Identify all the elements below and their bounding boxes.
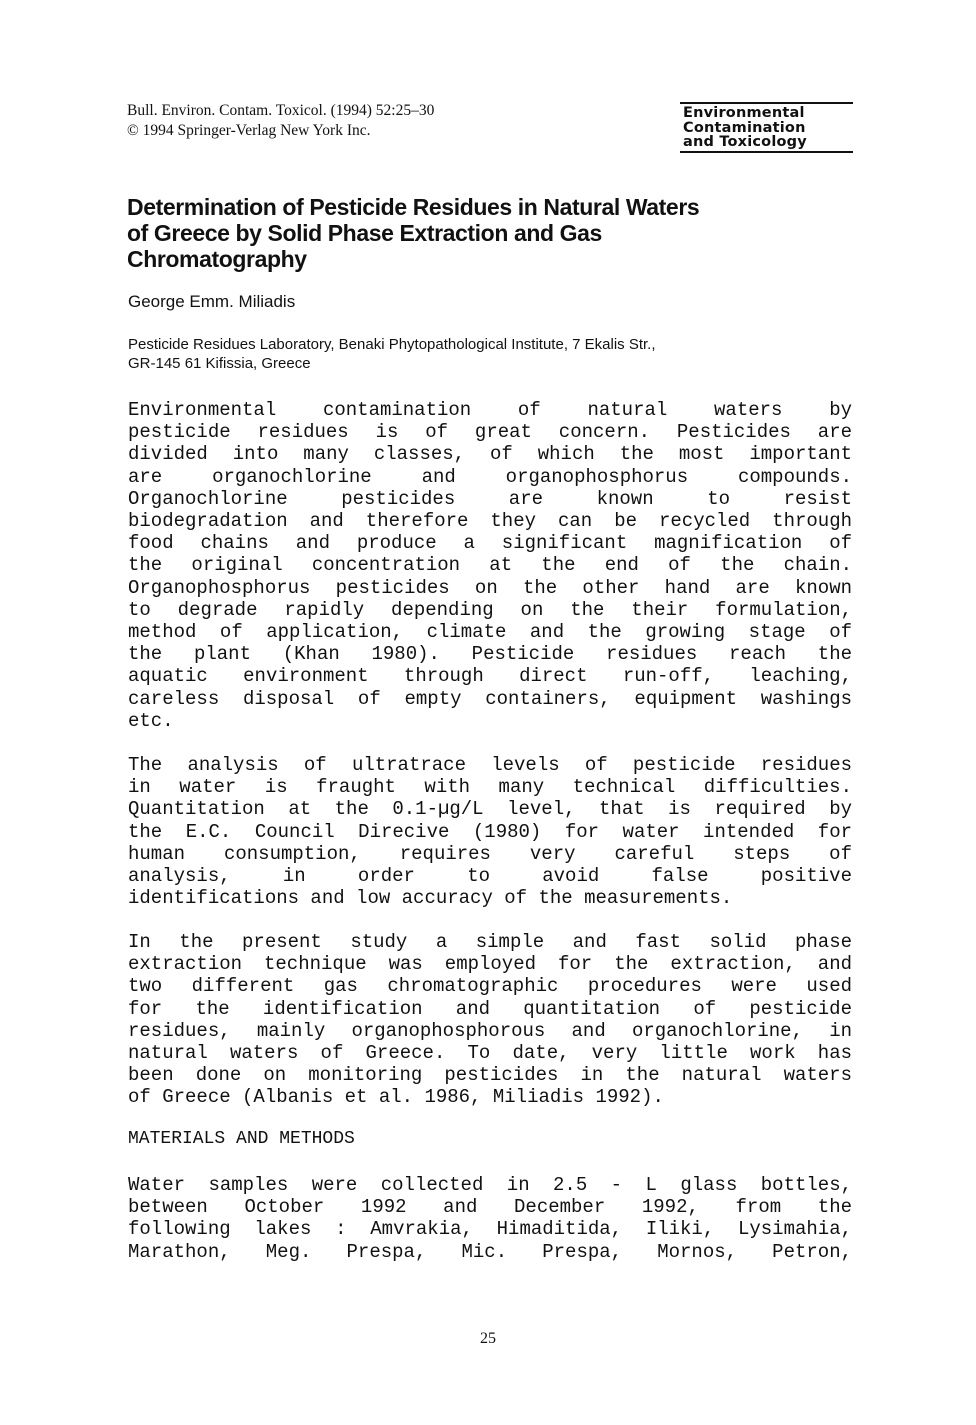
citation-line-1: Bull. Environ. Contam. Toxicol. (1994) 52:25–30 [127, 102, 435, 119]
text-line: method of application, climate and the growing stage of [128, 621, 852, 644]
affiliation-line-2: GR-145 61 Kifissia, Greece [128, 355, 311, 372]
text-line: two different gas chromatographic procedures were used [128, 975, 852, 998]
section-heading: MATERIALS AND METHODS [128, 1129, 355, 1149]
paragraph-1 [128, 399, 852, 732]
paragraph-4 [128, 1174, 852, 1263]
text-line: for the identification and quantitation of pesticide [128, 997, 852, 1020]
text-line: Organochlorine pesticides are known to resist [128, 487, 852, 510]
text-line: between October 1992 and December 1992, from the [128, 1196, 852, 1219]
title-line-1: Determination of Pesticide Residues in Natural Waters [127, 194, 700, 220]
text-line: human consumption, requires very careful steps of [128, 842, 852, 865]
text-line: following lakes : Amvrakia, Himaditida, Iliki, Lysimahia, [128, 1218, 852, 1241]
text-line: Marathon, Meg. Prespa, Mic. Prespa, Mornos, Petron, [128, 1240, 852, 1263]
text-line: In the present study a simple and fast solid phase [128, 931, 852, 953]
text-line: The analysis of ultratrace levels of pesticide residues [128, 754, 852, 776]
text-line: aquatic environment through direct run-off, leaching, [128, 665, 852, 688]
text-line: etc. [128, 709, 174, 732]
text-line: biodegradation and therefore they can be recycled through [128, 510, 852, 533]
text-line: residues, mainly organophosphorous and organochlorine, in [128, 1019, 852, 1042]
text-line: been done on monitoring pesticides in the natural waters [128, 1064, 852, 1087]
logo-line-2: Contamination [683, 119, 806, 136]
text-line: Water samples were collected in 2.5 - L glass bottles, [128, 1174, 852, 1196]
journal-citation [127, 101, 434, 141]
text-line: in water is fraught with many technical difficulties. [128, 776, 852, 799]
title-line-3: Chromatography [127, 246, 307, 272]
citation-line-2: © 1994 Springer-Verlag New York Inc. [127, 122, 371, 139]
text-line: divided into many classes, of which the most important [128, 443, 852, 466]
text-line: the E.C. Council Direcive (1980) for water intended for [128, 820, 852, 843]
text-line: careless disposal of empty containers, equipment washings [128, 687, 852, 710]
text-line: food chains and produce a significant magnification of [128, 532, 852, 555]
author-affiliation [128, 335, 848, 373]
text-line: pesticide residues is of great concern. Pesticides are [128, 421, 852, 444]
text-line: Quantitation at the 0.1-µg/L level, that is required by [128, 798, 852, 821]
text-line: natural waters of Greece. To date, very little work has [128, 1042, 852, 1065]
text-line: of Greece (Albanis et al. 1986, Miliadis 1992). [128, 1086, 664, 1109]
logo-line-1: Environmental [683, 105, 805, 121]
author-name: George Emm. Miliadis [128, 292, 296, 311]
journal-logo [680, 102, 853, 153]
text-line: are organochlorine and organophosphorus compounds. [128, 465, 852, 488]
article-title [127, 194, 847, 272]
text-line: Organophosphorus pesticides on the other hand are known [128, 576, 852, 599]
paragraph-2 [128, 754, 852, 909]
title-line-2: of Greece by Solid Phase Extraction and Gas [127, 220, 602, 246]
text-line: to degrade rapidly depending on the their formulation, [128, 598, 852, 621]
paragraph-3 [128, 931, 852, 1109]
text-line: the plant (Khan 1980). Pesticide residues reach the [128, 643, 852, 666]
text-line: extraction technique was employed for the extraction, and [128, 953, 852, 976]
logo-line-3: and Toxicology [683, 134, 807, 150]
affiliation-line-1: Pesticide Residues Laboratory, Benaki Phytopathological Institute, 7 Ekalis Str., [128, 336, 656, 353]
text-line: Environmental contamination of natural waters by [128, 399, 852, 421]
text-line: analysis, in order to avoid false positive [128, 865, 852, 888]
page-number: 25 [480, 1330, 496, 1347]
text-line: identifications and low accuracy of the measurements. [128, 887, 733, 910]
text-line: the original concentration at the end of the chain. [128, 554, 852, 577]
